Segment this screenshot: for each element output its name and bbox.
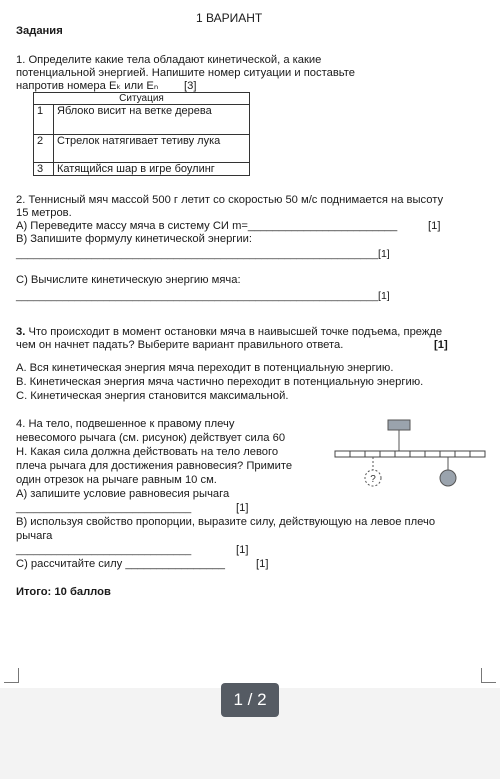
- q4-line1: 4. На тело, подвешенное к правому плечу: [16, 418, 235, 430]
- row-text: Стрелок натягивает тетиву лука: [54, 135, 250, 163]
- page-indicator[interactable]: 1 / 2: [221, 683, 279, 717]
- q3-option-c: C. Кинетическая энергия становится максимальной.: [16, 390, 289, 402]
- table-row: [34, 163, 250, 176]
- variant-title: 1 ВАРИАНТ: [196, 11, 263, 25]
- q2-part-b-blank[interactable]: ______________________________________________________________[1]: [16, 248, 390, 260]
- q4-part-b-line1: B) используя свойство пропорции, выразите силу, действующую на левое плечо: [16, 516, 436, 528]
- q4-part-b-blank[interactable]: ______________________________: [16, 544, 192, 556]
- q3-option-a: A. Вся кинетическая энергия мяча переходит в потенциальную энергию.: [16, 362, 394, 374]
- q4-line5: один отрезок на рычаге равным 10 см.: [16, 474, 217, 486]
- q3-line2: чем он начнет падать? Выберите вариант правильного ответа.: [16, 339, 344, 351]
- q4-line3: Н. Какая сила должна действовать на тело левого: [16, 446, 279, 458]
- q4-part-c-score: [1]: [256, 558, 269, 570]
- q2-line1: 2. Теннисный мяч массой 500 г летит со скоростью 50 м/с поднимается на высоту: [16, 194, 444, 206]
- q4-part-a-blank[interactable]: ______________________________: [16, 502, 192, 514]
- q4-part-b-score: [1]: [236, 544, 249, 556]
- q3-option-b: B. Кинетическая энергия мяча частично переходит в потенциальную энергию.: [16, 376, 424, 388]
- q1-line3: напротив номера Eₖ или Eₙ: [16, 80, 159, 92]
- total-score: Итого: 10 баллов: [16, 586, 111, 598]
- q1-score: [3]: [184, 80, 197, 92]
- row-number: 3: [34, 163, 54, 176]
- q4-line2: невесомого рычага (см. рисунок) действует сила 60: [16, 432, 286, 444]
- situation-table: [33, 92, 250, 176]
- q2-line2: 15 метров.: [16, 207, 72, 219]
- page-corner-right: [481, 668, 496, 683]
- q2-part-a-score: [1]: [428, 220, 441, 232]
- q2-part-b: В) Запишите формулу кинетической энергии:: [16, 233, 252, 245]
- q1-line1: 1. Определите какие тела обладают кинетической, а какие: [16, 54, 322, 66]
- q2-part-a: А) Переведите массу мяча в систему СИ m=________________________: [16, 220, 398, 232]
- q4-part-a-score: [1]: [236, 502, 249, 514]
- tasks-heading: Задания: [16, 25, 63, 37]
- q1-line2: потенциальной энергией. Напишите номер ситуации и поставьте: [16, 67, 355, 79]
- q3-score: [1]: [434, 339, 448, 351]
- row-text: Катящийся шар в игре боулинг: [54, 163, 250, 176]
- q4-part-b-line2: рычага: [16, 530, 53, 542]
- table-header-row: [34, 93, 250, 105]
- page-corner-left: [4, 668, 19, 683]
- right-weight: [440, 470, 456, 486]
- unknown-force-label: ?: [370, 474, 376, 485]
- row-number: 2: [34, 135, 54, 163]
- table-row: [34, 135, 250, 163]
- lever-figure: [330, 418, 490, 494]
- row-number: 1: [34, 105, 54, 135]
- q4-part-a: А) запишите условие равновесия рычага: [16, 488, 230, 500]
- q4-part-c[interactable]: С) рассчитайте силу ________________: [16, 558, 225, 570]
- q4-line4: плеча рычага для достижения равновесия? Примите: [16, 460, 293, 472]
- q3-line1-text: Что происходит в момент остановки мяча в наивысшей точке подъема, прежде: [25, 326, 443, 338]
- lever-mount: [388, 420, 410, 430]
- q3-number: 3.: [16, 326, 26, 338]
- q3-line1: [16, 326, 442, 339]
- row-text: Яблоко висит на ветке дерева: [54, 105, 250, 135]
- table-row: [34, 105, 250, 135]
- table-header: Ситуация: [34, 93, 250, 105]
- q2-part-c: С) Вычислите кинетическую энергию мяча:: [16, 274, 241, 286]
- q2-part-c-blank[interactable]: ______________________________________________________________[1]: [16, 290, 390, 302]
